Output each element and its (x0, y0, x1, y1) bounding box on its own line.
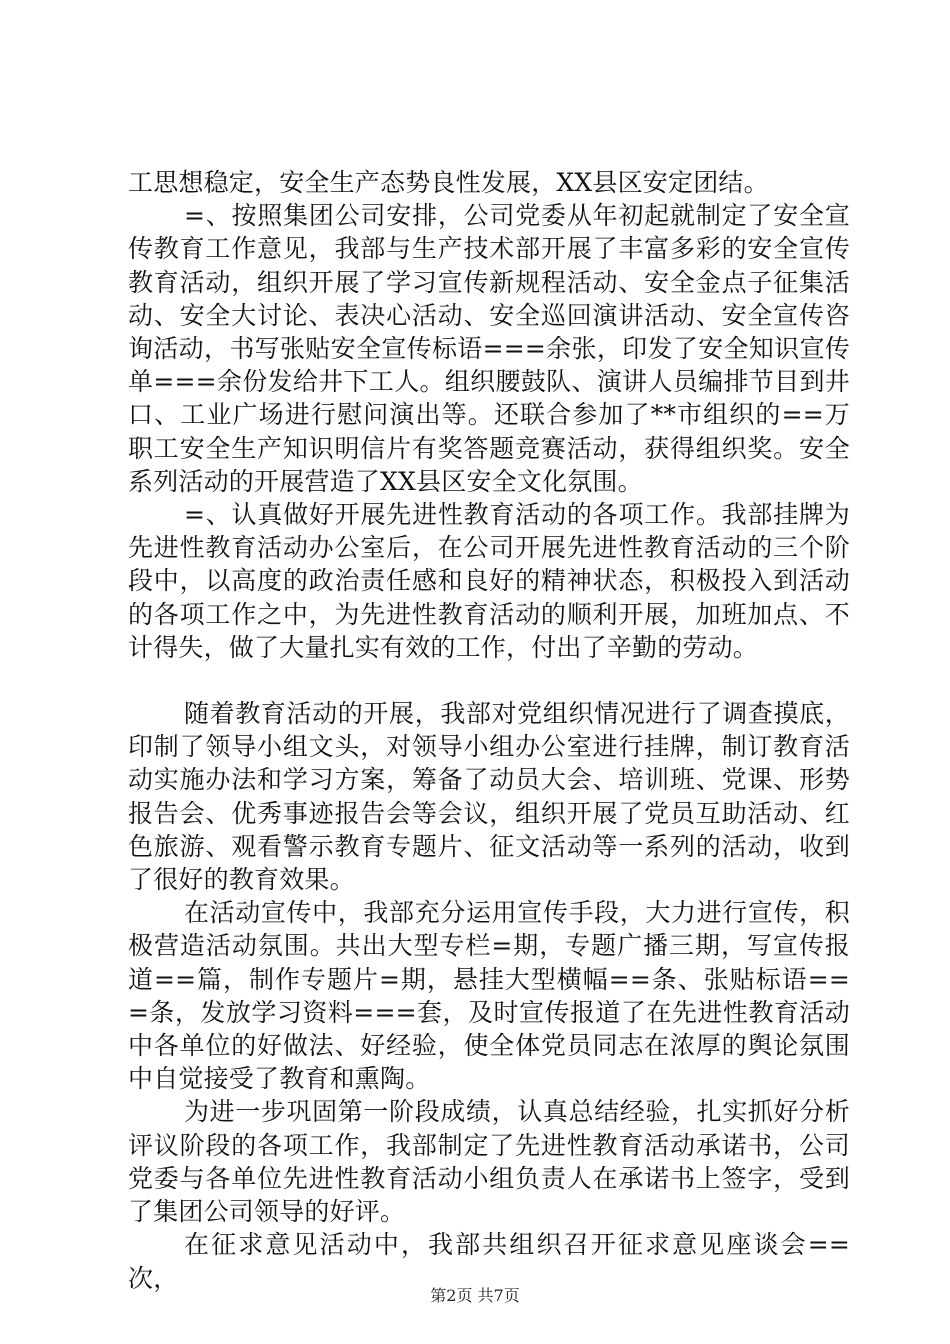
paragraph-advanced-education: =、认真做好开展先进性教育活动的各项工作。我部挂牌为先进性教育活动办公室后，在公司开展先进性教育活动的三个阶段中，以高度的政治责任感和良好的精神状态，积极投入到活动的各项工作之中，为先进性教育活动的顺利开展，加班加点、不计得失，做了大量扎实有效的工作，付出了辛勤的劳动。 (128, 500, 850, 662)
paragraph-publicity: 在活动宣传中，我部充分运用宣传手段，大力进行宣传，积极营造活动氛围。共出大型专栏=期，专题广播三期，写宣传报道==篇，制作专题片=期，悬挂大型横幅==条、张贴标语===条，发放学习资料===套，及时宣传报道了在先进性教育活动中各单位的好做法、好经验，使全体党员同志在浓厚的舆论氛围中自觉接受了教育和熏陶。 (128, 898, 850, 1094)
paragraph-continuation: 工思想稳定，安全生产态势良性发展，XX县区安定团结。 (128, 168, 769, 197)
page-number-footer: 第2页 共7页 (430, 1286, 520, 1305)
paragraph-safety-education: =、按照集团公司安排，公司党委从年初起就制定了安全宣传教育工作意见，我部与生产技术部开展了丰富多彩的安全宣传教育活动，组织开展了学习宣传新规程活动、安全金点子征集活动、安全大讨论、表决心活动、安全巡回演讲活动、安全宣传咨询活动，书写张贴安全宣传标语===余张，印发了安全知识宣传单===余份发给井下工人。组织腰鼓队、演讲人员编排节目到井口、工业广场进行慰问演出等。还联合参加了**市组织的==万职工安全生产知识明信片有奖答题竞赛活动，获得组织奖。安全系列活动的开展营造了XX县区安全文化氛围。 (128, 201, 850, 496)
paragraph-soliciting-opinions: 在征求意见活动中，我部共组织召开征求意见座谈会==次， (128, 1230, 850, 1293)
paragraph-education-activities: 随着教育活动的开展，我部对党组织情况进行了调查摸底，印制了领导小组文头，对领导小组办公室进行挂牌，制订教育活动实施办法和学习方案，筹备了动员大会、培训班、党课、形势报告会、优秀事迹报告会等会议，组织开展了党员互助活动、红色旅游、观看警示教育专题片、征文活动等一系列的活动，收到了很好的教育效果。 (128, 699, 850, 895)
paragraph-commitment: 为进一步巩固第一阶段成绩，认真总结经验，扎实抓好分析评议阶段的各项工作，我部制定了先进性教育活动承诺书，公司党委与各单位先进性教育活动小组负责人在承诺书上签字，受到了集团公司领导的好评。 (128, 1097, 850, 1227)
document-body (128, 166, 850, 1295)
